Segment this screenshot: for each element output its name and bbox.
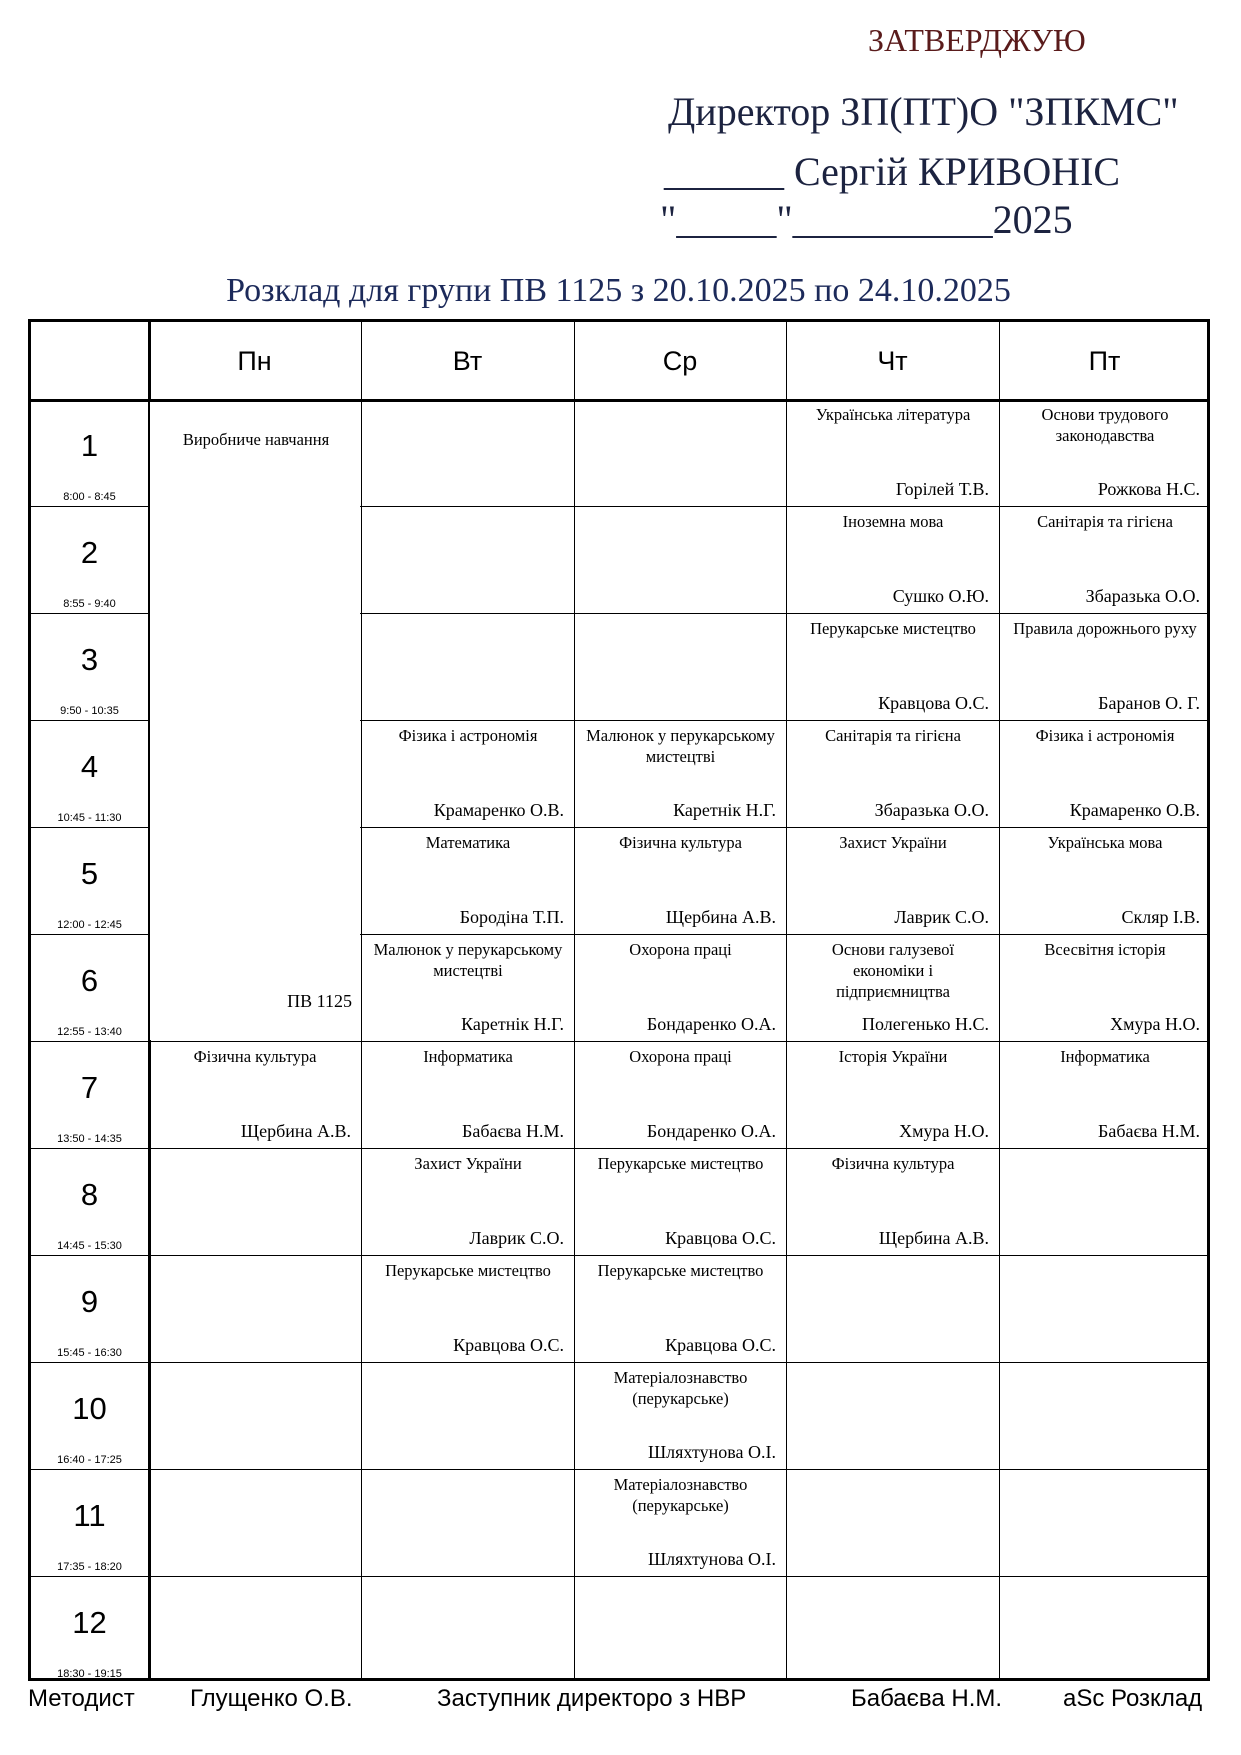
period-cell [31, 935, 148, 1041]
lesson-subject: Всесвітня історія [1044, 940, 1166, 959]
lesson-teacher: Горілей Т.В. [895, 479, 989, 499]
lesson-cell [787, 507, 999, 613]
lesson-cell [1000, 828, 1210, 934]
lesson-teacher: Бородіна Т.П. [459, 907, 564, 927]
lesson-cell [787, 1149, 999, 1255]
grid-hline [31, 1576, 1207, 1577]
lesson-teacher: Бондаренко О.А. [646, 1121, 776, 1141]
day-header-mon: Пн [237, 345, 272, 376]
lesson-subject: Перукарське мистецтво [810, 619, 976, 638]
period-number: 1 [80, 428, 99, 463]
lesson-cell [787, 935, 999, 1041]
lesson-subject: Правила дорожнього руху [1013, 619, 1197, 638]
period-number: 10 [72, 1391, 107, 1426]
lesson-teacher: Кравцова О.С. [665, 1335, 776, 1355]
day-header-tue: Вт [452, 345, 483, 376]
lesson-teacher: Кравцова О.С. [453, 1335, 564, 1355]
lesson-teacher: Збаразька О.О. [874, 800, 989, 820]
lesson-subject: Основи галузевої економіки і підприємництва [831, 940, 955, 1001]
lesson-cell [362, 721, 574, 827]
lesson-teacher: Кравцова О.С. [878, 693, 989, 713]
period-cell [31, 614, 148, 720]
period-cell [31, 1149, 148, 1255]
monday-block-subject: Виробниче навчання [182, 430, 330, 449]
period-cell [31, 1256, 148, 1362]
lesson-subject: Фізична культура [831, 1154, 955, 1173]
lesson-cell [1000, 614, 1210, 720]
period-number: 6 [80, 963, 99, 998]
lesson-teacher: Шляхтунова О.І. [648, 1442, 776, 1462]
lesson-subject: Санітарія та гігієна [1037, 512, 1173, 531]
lesson-subject: Іноземна мова [842, 512, 944, 531]
period-cell [31, 1363, 148, 1469]
period-cell [31, 1577, 148, 1683]
period-cell [31, 1042, 148, 1148]
period-number: 2 [80, 535, 99, 570]
monday-practice-block [150, 402, 362, 1042]
lesson-cell [787, 1042, 999, 1148]
lesson-teacher: Щербина А.В. [878, 1228, 989, 1248]
day-header-wed: Ср [662, 345, 698, 376]
period-time: 16:40 - 17:25 [57, 1454, 122, 1466]
lesson-teacher: Бондаренко О.А. [646, 1014, 776, 1034]
lesson-teacher: Щербина А.В. [240, 1121, 351, 1141]
period-number: 4 [80, 749, 99, 784]
approval-date-line: "_____"__________2025 [660, 197, 1073, 242]
lesson-subject: Перукарське мистецтво [597, 1154, 764, 1173]
lesson-cell [1000, 935, 1210, 1041]
period-time: 13:50 - 14:35 [57, 1133, 122, 1145]
lesson-subject: Перукарське мистецтво [385, 1261, 551, 1280]
period-number: 3 [80, 642, 99, 677]
lesson-cell [575, 828, 786, 934]
lesson-cell [787, 614, 999, 720]
lesson-teacher: Крамаренко О.В. [433, 800, 564, 820]
lesson-cell [362, 1042, 574, 1148]
lesson-cell [575, 1149, 786, 1255]
period-time: 12:55 - 13:40 [57, 1026, 122, 1038]
lesson-cell [575, 1363, 786, 1469]
period-number: 11 [73, 1498, 106, 1533]
lesson-teacher: Кравцова О.С. [665, 1228, 776, 1248]
period-cell [31, 400, 148, 506]
period-time: 15:45 - 16:30 [57, 1347, 122, 1359]
footer-deputy-label: Заступник директоро з НВР [437, 1685, 747, 1712]
lesson-cell [1000, 1042, 1210, 1148]
day-header-fri: Пт [1088, 345, 1121, 376]
period-cell [31, 828, 148, 934]
schedule-title [0, 272, 1241, 310]
period-time: 12:00 - 12:45 [57, 919, 122, 931]
lesson-cell [362, 1149, 574, 1255]
period-number: 12 [72, 1605, 107, 1640]
lesson-subject: Перукарське мистецтво [597, 1261, 764, 1280]
approval-title: ЗАТВЕРДЖУЮ [868, 22, 1086, 58]
lesson-cell [362, 1256, 574, 1362]
period-number: 9 [80, 1284, 99, 1319]
lesson-teacher: Каретнік Н.Г. [673, 800, 776, 820]
period-cell [31, 1470, 148, 1576]
lesson-subject: Основи трудового законодавства [1041, 405, 1169, 445]
lesson-cell [1000, 721, 1210, 827]
lesson-cell [787, 828, 999, 934]
lesson-teacher: Полегенько Н.С. [861, 1014, 989, 1034]
lesson-subject: Фізична культура [619, 833, 742, 852]
lesson-subject: Матеріалознавство (перукарське) [613, 1475, 748, 1515]
period-number: 5 [80, 856, 99, 891]
lesson-cell [575, 935, 786, 1041]
monday-block-group: ПВ 1125 [287, 991, 352, 1011]
lesson-cell [787, 721, 999, 827]
lesson-subject: Малюнок у перукарському мистецтві [586, 726, 775, 766]
lesson-teacher: Збаразька О.О. [1085, 586, 1200, 606]
day-header-thu: Чт [877, 345, 908, 376]
lesson-subject: Захист України [414, 1154, 522, 1173]
lesson-cell [1000, 507, 1210, 613]
period-time: 8:00 - 8:45 [63, 491, 116, 503]
lesson-cell [362, 935, 574, 1041]
approval-director-line: Директор ЗП(ПТ)О "ЗПКМС" [668, 89, 1179, 134]
period-cell [31, 721, 148, 827]
lesson-teacher: Баранов О. Г. [1098, 693, 1200, 713]
footer-deputy-name: Бабаєва Н.М. [851, 1685, 1003, 1712]
lesson-teacher: Каретнік Н.Г. [461, 1014, 564, 1034]
period-time: 10:45 - 11:30 [57, 812, 122, 824]
lesson-subject: Охорона праці [629, 940, 732, 959]
lesson-teacher: Сушко О.Ю. [892, 586, 989, 606]
lesson-teacher: Хмура Н.О. [1110, 1014, 1200, 1034]
lesson-teacher: Бабаєва Н.М. [462, 1121, 564, 1141]
footer-software: aSc Розклад [1063, 1685, 1203, 1712]
period-time: 17:35 - 18:20 [57, 1561, 122, 1573]
lesson-subject: Історія України [838, 1047, 948, 1066]
period-number: 8 [80, 1177, 99, 1212]
lesson-teacher: Лаврик С.О. [469, 1228, 564, 1248]
lesson-teacher: Скляр І.В. [1121, 907, 1200, 927]
lesson-teacher: Бабаєва Н.М. [1098, 1121, 1200, 1141]
period-number: 7 [80, 1070, 99, 1105]
lesson-cell [362, 828, 574, 934]
lesson-cell [575, 1042, 786, 1148]
lesson-subject: Інформатика [1060, 1047, 1150, 1066]
footer-methodist-name: Глущенко О.В. [190, 1685, 353, 1712]
approval-signature-line: ______ Сергій КРИВОНІС [664, 149, 1121, 194]
period-cell [31, 507, 148, 613]
period-time: 18:30 - 19:15 [57, 1668, 122, 1680]
lesson-subject: Українська мова [1047, 833, 1163, 852]
lesson-subject: Охорона праці [629, 1047, 732, 1066]
period-time: 8:55 - 9:40 [63, 598, 116, 610]
lesson-teacher: Крамаренко О.В. [1069, 800, 1200, 820]
lesson-subject: Санітарія та гігієна [825, 726, 961, 745]
lesson-subject: Фізика і астрономія [398, 726, 538, 745]
lesson-teacher: Шляхтунова О.І. [648, 1549, 776, 1569]
lesson-cell [787, 400, 999, 506]
footer-methodist-label: Методист [28, 1685, 135, 1712]
lesson-subject: Матеріалознавство (перукарське) [613, 1368, 748, 1408]
lesson-subject: Фізика і астрономія [1035, 726, 1175, 745]
lesson-subject: Захист України [839, 833, 947, 852]
lesson-subject: Фізична культура [193, 1047, 317, 1066]
lesson-teacher: Лаврик С.О. [894, 907, 989, 927]
lesson-cell [575, 1256, 786, 1362]
period-time: 9:50 - 10:35 [60, 705, 119, 717]
timetable-grid [28, 319, 1210, 1681]
lesson-subject: Інформатика [423, 1047, 513, 1066]
schedule-title-text: Розклад для групи ПВ 1125 з 20.10.2025 по 24.10.2025 [226, 272, 1011, 309]
lesson-cell [149, 1042, 361, 1148]
lesson-cell [575, 721, 786, 827]
lesson-teacher: Щербина А.В. [665, 907, 776, 927]
lesson-cell [1000, 400, 1210, 506]
lesson-subject: Малюнок у перукарському мистецтві [373, 940, 563, 980]
lesson-teacher: Хмура Н.О. [899, 1121, 989, 1141]
lesson-subject: Математика [425, 833, 511, 852]
period-time: 14:45 - 15:30 [57, 1240, 122, 1252]
lesson-cell [575, 1470, 786, 1576]
lesson-teacher: Рожкова Н.С. [1097, 479, 1200, 499]
lesson-subject: Українська література [815, 405, 971, 424]
